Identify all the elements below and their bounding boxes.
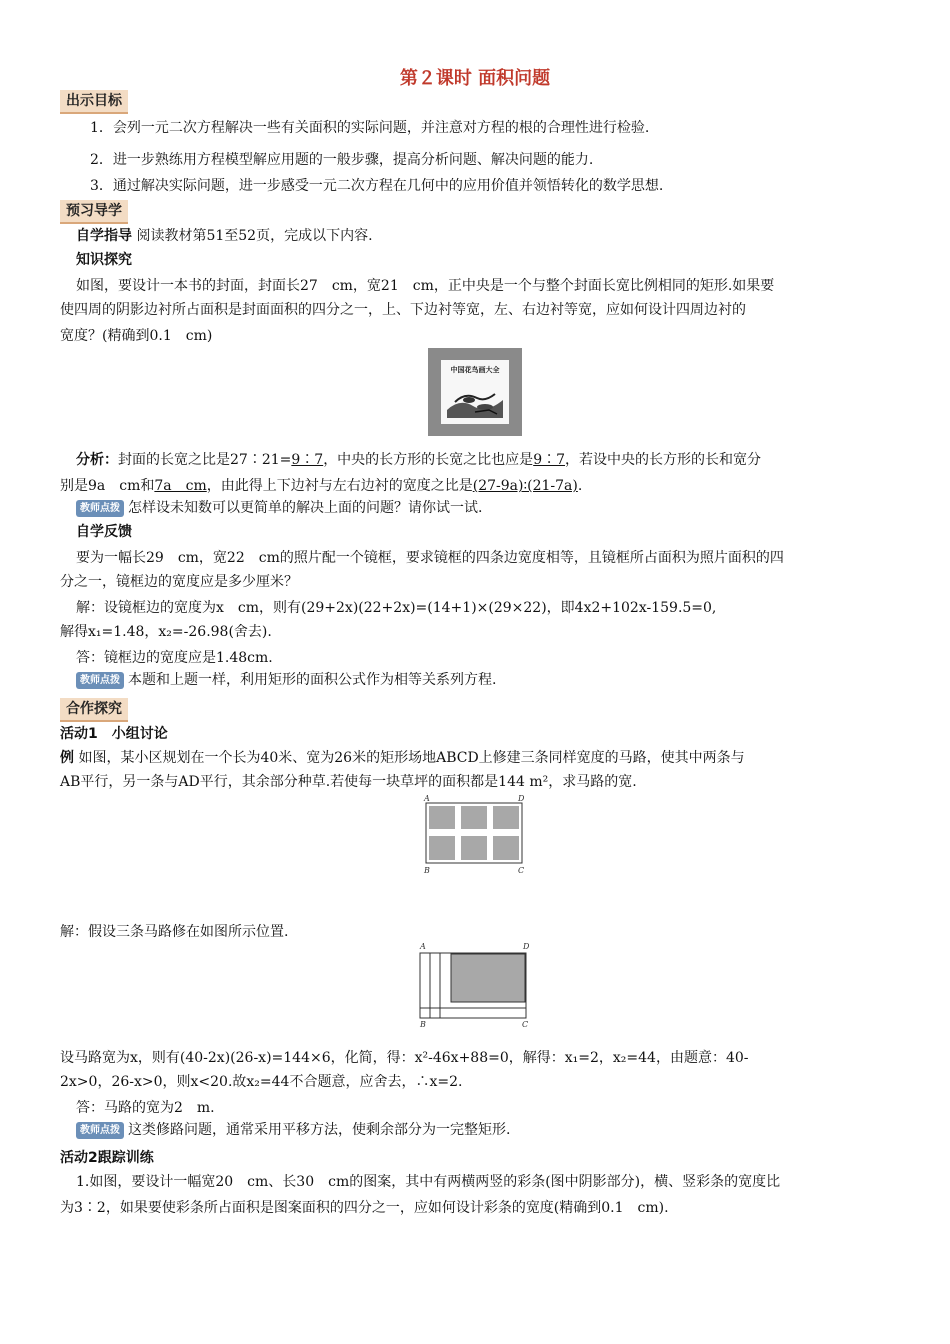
tip-text: 本题和上题一样，利用矩形的面积公式作为相等关系列方程. <box>128 672 497 688</box>
teacher-tip-badge: 教师点拨 <box>76 672 124 689</box>
point-d-label: D <box>523 942 530 951</box>
section-tag-preview: 预习导学 <box>60 200 128 224</box>
problem-text: 如图，要设计一本书的封面，封面长27 cm，宽21 cm，正中央是一个与整个封面长宽比例相同的矩形.如果要 <box>76 278 775 294</box>
teacher-tip-badge: 教师点拨 <box>76 500 124 517</box>
example-text: AB平行，另一条与AD平行，其余部分种草.若使每一块草坪的面积都是144 m²，求马路的宽. <box>60 774 637 790</box>
example-line <box>60 748 890 768</box>
point-a-label: A <box>424 794 430 803</box>
training-text: 1.如图，要设计一幅宽20 cm、长30 cm的图案，其中有两横两竖的彩条(图中阴影部分)，横、竖彩条的宽度比 <box>76 1174 781 1190</box>
guide-label: 自学指导 <box>76 228 132 244</box>
teacher-tip <box>76 498 906 518</box>
teacher-tip <box>76 670 906 690</box>
translated-roads-figure <box>414 948 534 1024</box>
answer-blank: 7a cm <box>154 478 207 494</box>
solution-text: 2x>0，26-x>0，则x<20.故x₂=44不合题意，应舍去，∴x=2. <box>60 1074 463 1090</box>
feedback-text: 分之一，镜框边的宽度应是多少厘米？ <box>60 574 298 590</box>
knowledge-label: 知识探究 <box>76 252 132 268</box>
self-study-guide <box>76 226 906 246</box>
teacher-tip <box>76 1120 906 1140</box>
roads-grid-figure <box>420 795 530 875</box>
tip-text: 这类修路问题，通常采用平移方法，使剩余部分为一完整矩形. <box>128 1122 511 1138</box>
analysis-text: ，若设中央的长方形的长和宽分 <box>565 452 762 468</box>
analysis-text: 别是9a cm和 <box>60 478 155 494</box>
point-c-label: C <box>522 1020 529 1029</box>
problem-text: 使四周的阴影边衬所占面积是封面面积的四分之一，上、下边衬等宽，左、右边衬等宽，应如何设计四周边衬的 <box>60 302 746 318</box>
activity-2-label: 活动2跟踪训练 <box>60 1150 154 1166</box>
cover-caption: 中国花鸟画大全 <box>450 366 500 374</box>
training-text: 为3∶2，如果要使彩条所占面积是图案面积的四分之一，应如何设计彩条的宽度(精确到0.1 cm). <box>60 1200 669 1216</box>
solution-text: 设马路宽为x，则有(40-2x)(26-x)=144×6，化简，得：x²-46x+88=0，解得：x₁=2，x₂=44，由题意：40- <box>60 1050 749 1066</box>
feedback-solution: 解：设镜框边的宽度为x cm，则有(29+2x)(22+2x)=(14+1)×(29×22)，即4x2+102x-159.5=0, <box>76 600 717 616</box>
analysis-label: 分析： <box>76 452 118 468</box>
guide-text: 阅读教材第51至52页，完成以下内容. <box>136 228 373 244</box>
section-tag-coop: 合作探究 <box>60 698 128 722</box>
analysis-line <box>60 476 890 496</box>
section-tag-goals: 出示目标 <box>60 90 128 114</box>
feedback-text: 要为一幅长29 cm，宽22 cm的照片配一个镜框，要求镜框的四条边宽度相等，且镜框所占面积为照片面积的四 <box>76 550 784 566</box>
example-label: 例 <box>60 750 74 766</box>
feedback-answer: 答：镜框边的宽度应是1.48cm. <box>76 650 273 666</box>
point-c-label: C <box>518 866 525 875</box>
cover-center-rect <box>441 360 509 424</box>
analysis-line <box>76 450 906 470</box>
solution-answer: 答：马路的宽为2 m. <box>76 1100 215 1116</box>
book-cover-figure <box>428 348 522 436</box>
goal-item: 3．通过解决实际问题，进一步感受一元二次方程在几何中的应用价值并领悟转化的数学思想. <box>90 178 664 194</box>
page-title: 第２课时 面积问题 <box>399 68 551 89</box>
teacher-tip-badge: 教师点拨 <box>76 1122 124 1139</box>
goal-item: 1．会列一元二次方程解决一些有关面积的实际问题，并注意对方程的根的合理性进行检验. <box>90 120 650 136</box>
answer-blank: (27-9a)∶(21-7a) <box>472 478 578 494</box>
analysis-text: 封面的长宽之比是27∶21= <box>118 452 292 468</box>
analysis-text: ，由此得上下边衬与左右边衬的宽度之比是 <box>206 478 473 494</box>
problem-text: 宽度？(精确到0.1 cm) <box>60 328 213 344</box>
example-text: 如图，某小区规划在一个长为40米、宽为26米的矩形场地ABCD上修建三条同样宽度的马路，使其中两条与 <box>78 750 745 766</box>
answer-blank: 9∶7 <box>291 452 324 468</box>
solution-intro: 解：假设三条马路修在如图所示位置. <box>60 924 289 940</box>
analysis-text: . <box>577 478 583 494</box>
analysis-text: ，中央的长方形的长宽之比也应是 <box>323 452 534 468</box>
goal-item: 2．进一步熟练用方程模型解应用题的一般步骤，提高分析问题、解决问题的能力. <box>90 152 594 168</box>
point-b-label: B <box>424 866 430 875</box>
feedback-label: 自学反馈 <box>76 524 132 540</box>
activity-1-label: 活动1 小组讨论 <box>60 726 168 742</box>
bird-painting-image <box>445 380 505 420</box>
feedback-solution: 解得x₁=1.48，x₂=-26.98(舍去). <box>60 624 272 640</box>
point-d-label: D <box>518 794 525 803</box>
tip-text: 怎样设未知数可以更简单的解决上面的问题？请你试一试. <box>128 500 483 516</box>
point-b-label: B <box>420 1020 426 1029</box>
point-a-label: A <box>420 942 426 951</box>
answer-blank: 9∶7 <box>533 452 566 468</box>
